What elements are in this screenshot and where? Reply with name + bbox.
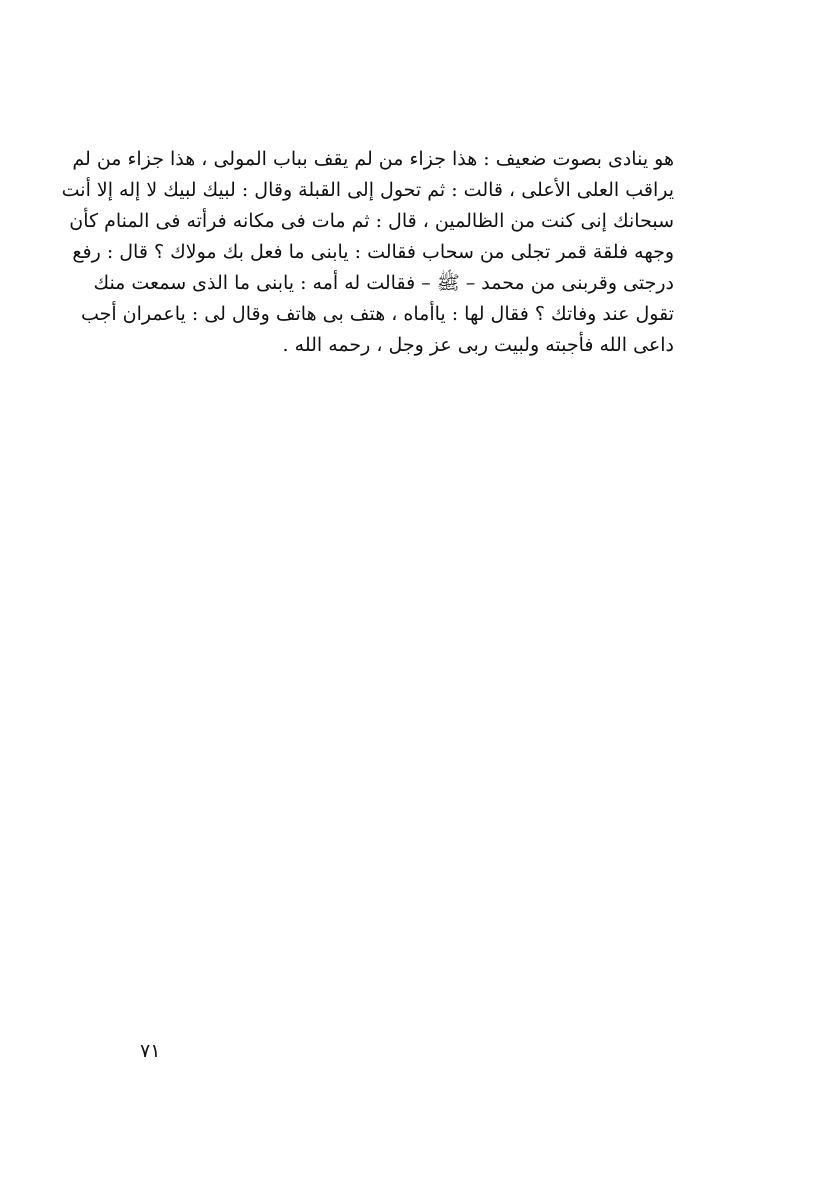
body-text [61,144,674,361]
text-line-1: هو ينادى بصوت ضعيف : هذا جزاء من لم يقف بباب المولى ، هذا جزاء من لم [72,148,674,170]
text-line-5: درجتى وقربنى من محمد – ﷺ – فقالت له أمه : يابنى ما الذى سمعت منك [93,272,674,294]
text-line-3: سبحانك إنى كنت من الظالمين ، قال : ثم مات فى مكانه فرأته فى المنام كأن [69,210,674,232]
page-number: ٧١ [140,1040,161,1062]
text-line-4: وجهه فلقة قمر تجلى من سحاب فقالت : يابنى ما فعل بك مولاك ؟ قال : رفع [72,241,674,263]
text-line-7: داعى الله فأجبته ولبيت ربى عز وجل ، رحمه الله . [282,334,674,356]
text-line-2: يراقب العلى الأعلى ، قالت : ثم تحول إلى القبلة وقال : لبيك لبيك لا إله إلا أنت [61,179,674,201]
text-line-6: تقول عند وفاتك ؟ فقال لها : ياأماه ، هتف بى هاتف وقال لى : ياعمران أجب [80,303,674,325]
